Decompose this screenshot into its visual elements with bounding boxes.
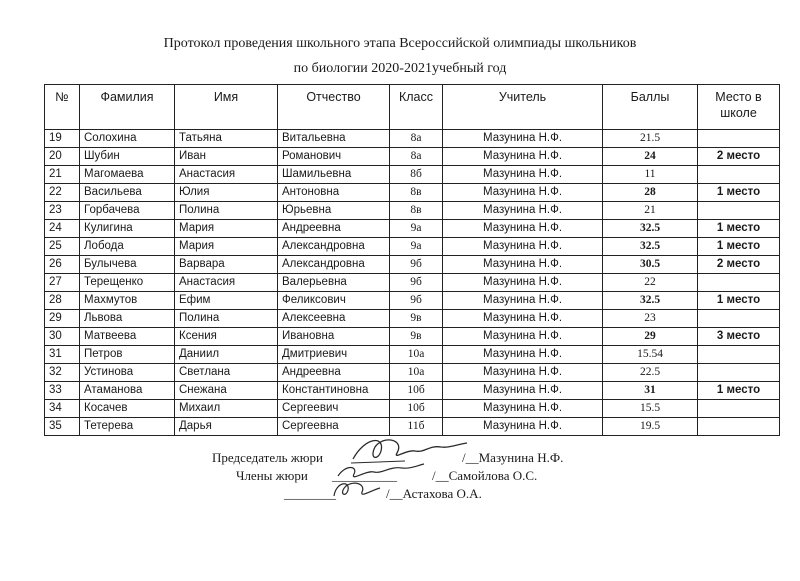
row-firstname: Юлия [175, 184, 278, 202]
table-row [45, 364, 780, 382]
row-teacher: Мазунина Н.Ф. [443, 238, 603, 256]
row-score: 32.5 [603, 220, 698, 238]
row-firstname: Снежана [175, 382, 278, 400]
row-number: 30 [45, 328, 80, 346]
row-firstname: Светлана [175, 364, 278, 382]
table-row [45, 166, 780, 184]
row-patronymic: Антоновна [278, 184, 390, 202]
row-patronymic: Витальевна [278, 130, 390, 148]
row-firstname: Варвара [175, 256, 278, 274]
row-teacher: Мазунина Н.Ф. [443, 400, 603, 418]
member1-name: /__Самойлова О.С. [432, 468, 538, 483]
row-teacher: Мазунина Н.Ф. [443, 184, 603, 202]
row-firstname: Иван [175, 148, 278, 166]
table-row [45, 130, 780, 148]
row-place [698, 400, 780, 418]
row-firstname: Полина [175, 202, 278, 220]
row-place [698, 310, 780, 328]
table-row [45, 274, 780, 292]
row-number: 34 [45, 400, 80, 418]
col-header-firstname: Имя [175, 85, 278, 130]
row-teacher: Мазунина Н.Ф. [443, 256, 603, 274]
row-number: 21 [45, 166, 80, 184]
chair-name: /__Мазунина Н.Ф. [462, 450, 564, 465]
row-number: 33 [45, 382, 80, 400]
members-label: Члены жюри [236, 468, 308, 483]
results-table [44, 84, 780, 436]
row-place [698, 166, 780, 184]
row-place [698, 202, 780, 220]
row-patronymic: Валерьевна [278, 274, 390, 292]
row-class: 9б [390, 274, 443, 292]
row-number: 35 [45, 418, 80, 436]
row-firstname: Полина [175, 310, 278, 328]
row-lastname: Устинова [80, 364, 175, 382]
row-class: 10б [390, 382, 443, 400]
protocol-title: Протокол проведения школьного этапа Всероссийской олимпиады школьников [163, 36, 637, 51]
row-teacher: Мазунина Н.Ф. [443, 292, 603, 310]
row-score: 32.5 [603, 238, 698, 256]
row-place: 1 место [698, 220, 780, 238]
col-header-score: Баллы [603, 85, 698, 130]
row-patronymic: Шамильевна [278, 166, 390, 184]
table-row [45, 202, 780, 220]
row-class: 8а [390, 148, 443, 166]
row-patronymic: Сергеевна [278, 418, 390, 436]
row-number: 19 [45, 130, 80, 148]
row-number: 31 [45, 346, 80, 364]
row-place [698, 364, 780, 382]
table-row [45, 292, 780, 310]
row-class: 9в [390, 310, 443, 328]
row-place [698, 346, 780, 364]
row-firstname: Михаил [175, 400, 278, 418]
row-score: 21.5 [603, 130, 698, 148]
row-teacher: Мазунина Н.Ф. [443, 382, 603, 400]
row-teacher: Мазунина Н.Ф. [443, 274, 603, 292]
row-number: 29 [45, 310, 80, 328]
row-teacher: Мазунина Н.Ф. [443, 148, 603, 166]
row-place: 3 место [698, 328, 780, 346]
row-class: 10б [390, 400, 443, 418]
row-firstname: Анастасия [175, 166, 278, 184]
row-score: 30.5 [603, 256, 698, 274]
row-score: 22.5 [603, 364, 698, 382]
col-header-lastname: Фамилия [80, 85, 175, 130]
row-teacher: Мазунина Н.Ф. [443, 202, 603, 220]
row-score: 28 [603, 184, 698, 202]
row-class: 8в [390, 184, 443, 202]
table-row [45, 346, 780, 364]
row-class: 8в [390, 202, 443, 220]
table-row [45, 328, 780, 346]
row-number: 26 [45, 256, 80, 274]
row-lastname: Петров [80, 346, 175, 364]
row-teacher: Мазунина Н.Ф. [443, 328, 603, 346]
row-place: 2 место [698, 256, 780, 274]
row-firstname: Мария [175, 238, 278, 256]
row-lastname: Лобода [80, 238, 175, 256]
row-place: 1 место [698, 382, 780, 400]
row-lastname: Тетерева [80, 418, 175, 436]
row-class: 10а [390, 346, 443, 364]
row-firstname: Ефим [175, 292, 278, 310]
row-lastname: Булычева [80, 256, 175, 274]
row-patronymic: Романович [278, 148, 390, 166]
row-firstname: Даниил [175, 346, 278, 364]
row-patronymic: Алексеевна [278, 310, 390, 328]
row-class: 9б [390, 256, 443, 274]
row-patronymic: Александровна [278, 238, 390, 256]
row-patronymic: Юрьевна [278, 202, 390, 220]
row-class: 9б [390, 292, 443, 310]
row-patronymic: Константиновна [278, 382, 390, 400]
table-row [45, 148, 780, 166]
row-score: 24 [603, 148, 698, 166]
row-firstname: Ксения [175, 328, 278, 346]
row-patronymic: Андреевна [278, 364, 390, 382]
row-patronymic: Дмитриевич [278, 346, 390, 364]
row-class: 8б [390, 166, 443, 184]
col-header-class: Класс [390, 85, 443, 130]
row-number: 32 [45, 364, 80, 382]
row-class: 9а [390, 238, 443, 256]
row-class: 9а [390, 220, 443, 238]
row-lastname: Кулигина [80, 220, 175, 238]
row-lastname: Солохина [80, 130, 175, 148]
row-score: 19.5 [603, 418, 698, 436]
row-lastname: Атаманова [80, 382, 175, 400]
row-teacher: Мазунина Н.Ф. [443, 364, 603, 382]
row-number: 25 [45, 238, 80, 256]
table-row [45, 382, 780, 400]
row-score: 22 [603, 274, 698, 292]
row-teacher: Мазунина Н.Ф. [443, 310, 603, 328]
row-lastname: Магомаева [80, 166, 175, 184]
table-row [45, 238, 780, 256]
row-place [698, 418, 780, 436]
col-header-teacher: Учитель [443, 85, 603, 130]
row-lastname: Терещенко [80, 274, 175, 292]
row-patronymic: Сергеевич [278, 400, 390, 418]
row-teacher: Мазунина Н.Ф. [443, 220, 603, 238]
row-score: 15.5 [603, 400, 698, 418]
row-lastname: Львова [80, 310, 175, 328]
row-number: 23 [45, 202, 80, 220]
table-header-row [45, 85, 780, 130]
row-place [698, 130, 780, 148]
row-lastname: Матвеева [80, 328, 175, 346]
row-place: 1 место [698, 292, 780, 310]
row-firstname: Татьяна [175, 130, 278, 148]
row-patronymic: Андреевна [278, 220, 390, 238]
row-number: 27 [45, 274, 80, 292]
row-firstname: Дарья [175, 418, 278, 436]
row-score: 29 [603, 328, 698, 346]
row-number: 22 [45, 184, 80, 202]
col-header-number: № [45, 85, 80, 130]
member1-underline: __________ [332, 468, 397, 483]
row-place: 1 место [698, 184, 780, 202]
protocol-subtitle: по биологии 2020-2021учебный год [293, 61, 507, 76]
table-row [45, 220, 780, 238]
row-place: 1 место [698, 238, 780, 256]
member2-prefix: ________ [284, 486, 336, 501]
row-teacher: Мазунина Н.Ф. [443, 130, 603, 148]
row-place: 2 место [698, 148, 780, 166]
row-number: 24 [45, 220, 80, 238]
row-lastname: Шубин [80, 148, 175, 166]
row-lastname: Горбачева [80, 202, 175, 220]
row-class: 8а [390, 130, 443, 148]
row-patronymic: Ивановна [278, 328, 390, 346]
row-teacher: Мазунина Н.Ф. [443, 166, 603, 184]
table-row [45, 400, 780, 418]
row-teacher: Мазунина Н.Ф. [443, 346, 603, 364]
row-lastname: Косачев [80, 400, 175, 418]
row-teacher: Мазунина Н.Ф. [443, 418, 603, 436]
row-number: 28 [45, 292, 80, 310]
table-row [45, 184, 780, 202]
row-place [698, 274, 780, 292]
row-score: 23 [603, 310, 698, 328]
row-score: 32.5 [603, 292, 698, 310]
row-class: 9в [390, 328, 443, 346]
col-header-patronymic: Отчество [278, 85, 390, 130]
row-patronymic: Александровна [278, 256, 390, 274]
row-score: 21 [603, 202, 698, 220]
row-score: 31 [603, 382, 698, 400]
row-number: 20 [45, 148, 80, 166]
row-score: 15.54 [603, 346, 698, 364]
row-firstname: Анастасия [175, 274, 278, 292]
row-class: 10а [390, 364, 443, 382]
row-score: 11 [603, 166, 698, 184]
table-row [45, 256, 780, 274]
row-lastname: Васильева [80, 184, 175, 202]
col-header-place: Место в школе [698, 85, 780, 130]
row-class: 11б [390, 418, 443, 436]
chair-label: Председатель жюри [212, 450, 323, 465]
member2-name: /__Астахова О.А. [386, 486, 482, 501]
row-patronymic: Феликсович [278, 292, 390, 310]
row-firstname: Мария [175, 220, 278, 238]
table-row [45, 310, 780, 328]
row-lastname: Махмутов [80, 292, 175, 310]
